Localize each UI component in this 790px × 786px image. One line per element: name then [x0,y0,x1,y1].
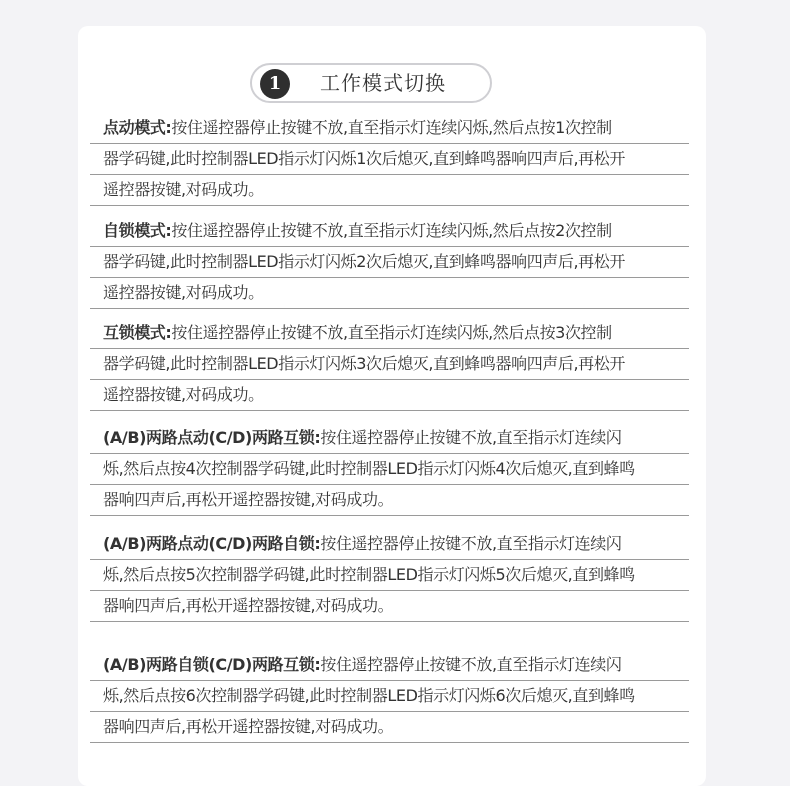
text-line: 器学码键,此时控制器LED指示灯闪烁2次后熄灭,直到蜂鸣器响四声后,再松开 [90,247,689,278]
section-title-pill [250,63,492,103]
text-line: 烁,然后点按4次控制器学码键,此时控制器LED指示灯闪烁4次后熄灭,直到蜂鸣 [90,454,689,485]
section-label: 自锁模式: [103,221,172,240]
text-line: 器响四声后,再松开遥控器按键,对码成功。 [90,485,689,516]
text-line: 遥控器按键,对码成功。 [90,175,689,206]
section-label: (A/B)两路自锁(C/D)两路互锁: [103,655,321,674]
section-label: (A/B)两路点动(C/D)两路自锁: [103,534,321,553]
mode-section-ab-self-lock-cd-interlock [90,650,689,743]
text-line [90,216,689,247]
text-line [90,113,689,144]
section-text: 按住遥控器停止按键不放,直至指示灯连续闪烁,然后点按3次控制 [171,323,612,342]
mode-section-self-lock [90,216,689,309]
text-line [90,423,689,454]
text-line: 烁,然后点按5次控制器学码键,此时控制器LED指示灯闪烁5次后熄灭,直到蜂鸣 [90,560,689,591]
section-label: (A/B)两路点动(C/D)两路互锁: [103,428,321,447]
mode-section-momentary [90,113,689,206]
mode-section-ab-momentary-cd-self-lock [90,529,689,622]
text-line: 器响四声后,再松开遥控器按键,对码成功。 [90,712,689,743]
text-line: 遥控器按键,对码成功。 [90,380,689,411]
text-line [90,650,689,681]
text-line: 器响四声后,再松开遥控器按键,对码成功。 [90,591,689,622]
text-line: 烁,然后点按6次控制器学码键,此时控制器LED指示灯闪烁6次后熄灭,直到蜂鸣 [90,681,689,712]
section-text: 按住遥控器停止按键不放,直至指示灯连续闪烁,然后点按1次控制 [171,118,612,137]
text-line: 器学码键,此时控制器LED指示灯闪烁1次后熄灭,直到蜂鸣器响四声后,再松开 [90,144,689,175]
text-line [90,318,689,349]
text-line [90,529,689,560]
title-number-badge: 1 [260,69,290,99]
text-line: 器学码键,此时控制器LED指示灯闪烁3次后熄灭,直到蜂鸣器响四声后,再松开 [90,349,689,380]
section-text: 按住遥控器停止按键不放,直至指示灯连续闪烁,然后点按2次控制 [171,221,612,240]
section-text: 按住遥控器停止按键不放,直至指示灯连续闪 [320,428,622,447]
page-title: 工作模式切换 [320,71,446,95]
section-label: 点动模式: [103,118,172,137]
mode-section-ab-momentary-cd-interlock [90,423,689,516]
section-text: 按住遥控器停止按键不放,直至指示灯连续闪 [320,655,622,674]
section-text: 按住遥控器停止按键不放,直至指示灯连续闪 [320,534,622,553]
text-line: 遥控器按键,对码成功。 [90,278,689,309]
section-label: 互锁模式: [103,323,172,342]
mode-section-interlock [90,318,689,411]
